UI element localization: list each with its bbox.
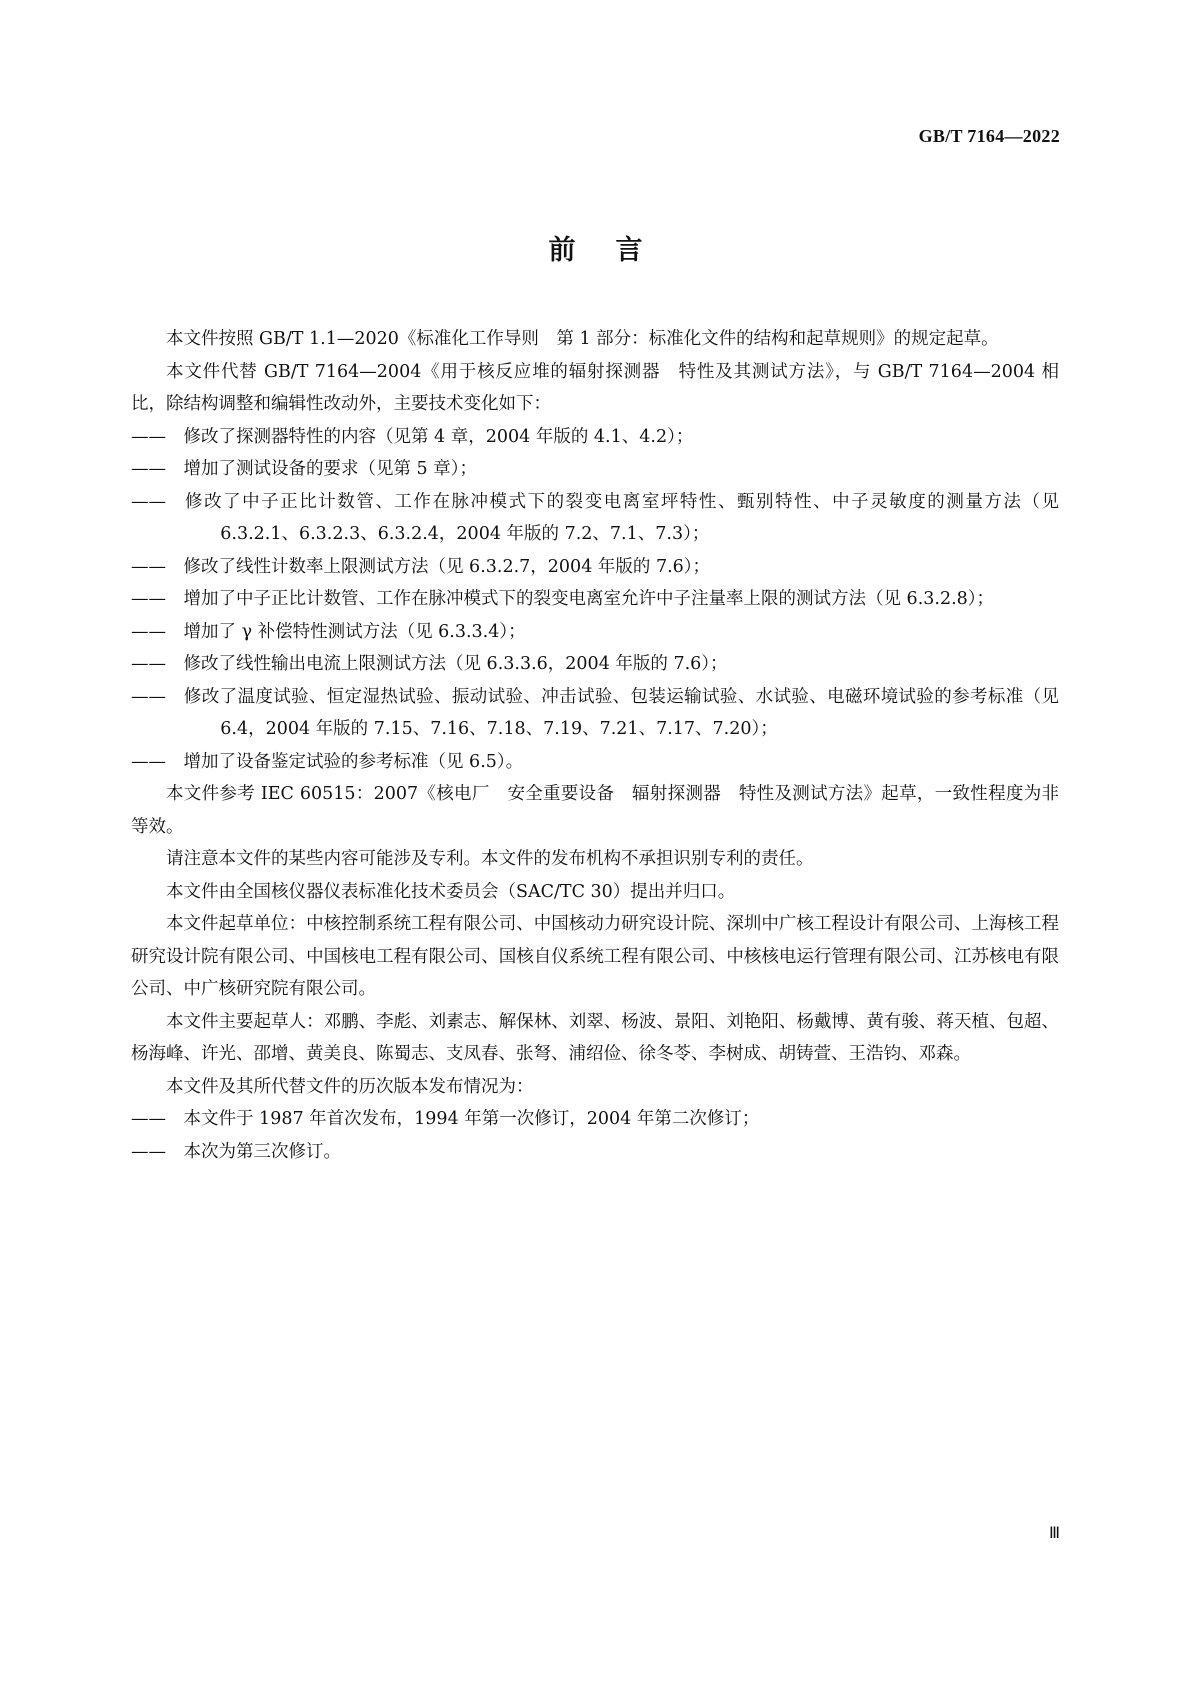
paragraph-reference-standard: 本文件参考 IEC 60515：2007《核电厂 安全重要设备 辐射探测器 特性及测试方法》起草，一致性程度为非等效。 <box>131 784 1059 837</box>
list-item <box>131 453 1059 486</box>
list-dash: —— <box>131 556 166 577</box>
list-item <box>131 648 1059 681</box>
paragraph-patent-notice: 请注意本文件的某些内容可能涉及专利。本文件的发布机构不承担识别专利的责任。 <box>166 849 814 869</box>
list-item-text: 增加了设备鉴定试验的参考标准（见 6.5）。 <box>183 751 524 772</box>
list-item-text: 本文件于 1987 年首次发布，1994 年第一次修订，2004 年第二次修订； <box>183 1109 760 1129</box>
list-item <box>131 746 1059 779</box>
list-dash: —— <box>131 459 166 479</box>
list-dash: —— <box>131 621 166 642</box>
paragraph-drafting-units: 本文件起草单位：中核控制系统工程有限公司、中国核动力研究设计院、深圳中广核工程设计有限公司、上海核工程研究设计院有限公司、中国核电工程有限公司、国核自仪系统工程有限公司、中核核电运行管理有限公司、江苏核电有限公司、中广核研究院有限公司。 <box>131 914 1059 999</box>
paragraph-version-history: 本文件及其所代替文件的历次版本发布情况为： <box>166 1076 534 1097</box>
list-dash: —— <box>131 686 166 707</box>
list-item-text: 修改了探测器特性的内容（见第 4 章，2004 年版的 4.1、4.2）； <box>183 426 694 447</box>
list-dash: —— <box>131 751 166 772</box>
list-item <box>131 551 1059 584</box>
paragraph-replacement: 本文件代替 GB/T 7164—2004《用于核反应堆的辐射探测器 特性及其测试方法》，与 GB/T 7164—2004 相比，除结构调整和编辑性改动外，主要技术变化如下： <box>131 361 1059 414</box>
list-item <box>131 681 1059 746</box>
list-dash: —— <box>131 1109 166 1129</box>
list-item-text: 本次为第三次修订。 <box>183 1141 341 1162</box>
paragraph-committee: 本文件由全国核仪器仪表标准化技术委员会（SAC/TC 30）提出并归口。 <box>166 881 736 902</box>
list-dash: —— <box>131 491 166 512</box>
list-item-text: 修改了线性计数率上限测试方法（见 6.3.2.7，2004 年版的 7.6）； <box>183 556 711 577</box>
list-item <box>131 616 1059 649</box>
list-item <box>131 583 1059 616</box>
page-title: 前言 <box>548 235 683 266</box>
page-number: Ⅲ <box>1048 1525 1060 1542</box>
list-item <box>131 486 1059 551</box>
document-body <box>131 323 1059 1168</box>
list-item <box>131 1103 1059 1136</box>
list-dash: —— <box>131 1141 166 1162</box>
list-item-text: 增加了 γ 补偿特性测试方法（见 6.3.3.4）； <box>183 621 526 642</box>
list-dash: —— <box>131 589 166 609</box>
list-item <box>131 1136 1059 1169</box>
list-dash: —— <box>131 654 166 674</box>
list-item-text: 增加了中子正比计数管、工作在脉冲模式下的裂变电离室允许中子注量率上限的测试方法（见 6.3.2.8）； <box>183 589 995 609</box>
list-dash: —— <box>131 426 166 447</box>
list-item-text: 修改了线性输出电流上限测试方法（见 6.3.3.6，2004 年版的 7.6）； <box>183 654 728 674</box>
list-item <box>131 421 1059 454</box>
paragraph-drafters: 本文件主要起草人：邓鹏、李彪、刘素志、解保林、刘翠、杨波、景阳、刘艳阳、杨戴博、黄有骏、蒋天植、包超、杨海峰、许光、邵增、黄美良、陈蜀志、支凤春、张弩、浦绍俭、徐冬苓、李树成、胡铸萱、王浩钧、邓森。 <box>131 1011 1059 1064</box>
list-item-text: 修改了温度试验、恒定湿热试验、振动试验、冲击试验、包装运输试验、水试验、电磁环境试验的参考标准（见 6.4，2004 年版的 7.15、7.16、7.18、7.19、7.21、7.17、7.20）； <box>183 686 1059 739</box>
list-item-text: 增加了测试设备的要求（见第 5 章）； <box>183 459 478 479</box>
paragraph-drafting-basis: 本文件按照 GB/T 1.1—2020《标准化工作导则 第 1 部分：标准化文件的结构和起草规则》的规定起草。 <box>166 329 999 349</box>
standard-number: GB/T 7164—2022 <box>918 126 1060 146</box>
list-item-text: 修改了中子正比计数管、工作在脉冲模式下的裂变电离室坪特性、甄别特性、中子灵敏度的测量方法（见 6.3.2.1、6.3.2.3、6.3.2.4，2004 年版的 7.2、7.1、7.3）； <box>183 491 1059 544</box>
